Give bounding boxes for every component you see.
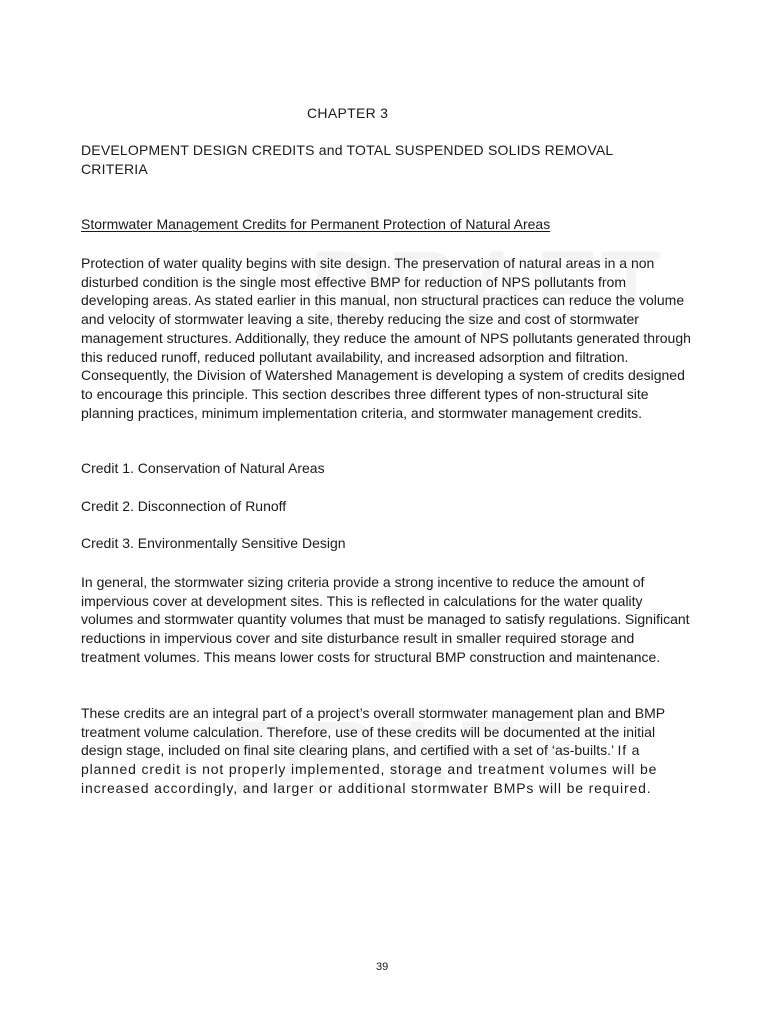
- credits-documentation-paragraph: [81, 704, 691, 798]
- documentation-text: These credits are an integral part of a project’s overall stormwater management plan and BMP treatment volume calculation. Therefore, use of these credits will be documented at the initial design stage, included on final site clearing plans, and certified with a set of ‘as-builts.’: [81, 705, 665, 759]
- credit-item-3: Credit 3. Environmentally Sensitive Design: [81, 535, 346, 551]
- credit-item-1: Credit 1. Conservation of Natural Areas: [81, 460, 325, 476]
- credit-item-2: Credit 2. Disconnection of Runoff: [81, 498, 287, 514]
- sizing-criteria-paragraph: In general, the stormwater sizing criteria provide a strong incentive to reduce the amount of impervious cover at development sites. This is reflected in calculations for the water quality volumes and stormwater quantity volumes that must be managed to satisfy regulations. Significant reductions in impervious cover and site disturbance result in smaller required storage and treatment volumes. This means lower costs for structural BMP construction and maintenance.: [81, 574, 690, 665]
- intro-paragraph: Protection of water quality begins with site design. The preservation of natural areas in a non disturbed condition is the single most effective BMP for reduction of NPS pollutants from developing areas. As stated earlier in this manual, non structural practices can reduce the volume and velocity of stormwater leaving a site, thereby reducing the size and cost of stormwater management structures. Additionally, they reduce the amount of NPS pollutants generated through this reduced runoff, reduced pollutant availability, and increased adsorption and filtration. Consequently, the Division of Watershed Management is developing a system of credits designed to encourage this principle. This section describes three different types of non-structural site planning practices, minimum implementation criteria, and stormwater management credits.: [81, 255, 691, 421]
- implementation-warning-text: If a planned credit is not properly implemented, storage and treatment volumes will be increased accordingly, and larger or additional stormwater BMPs will be required.: [81, 742, 658, 796]
- section-subheading: Stormwater Management Credits for Permanent Protection of Natural Areas: [81, 216, 551, 232]
- chapter-heading: DEVELOPMENT DESIGN CREDITS and TOTAL SUSPENDED SOLIDS REMOVAL CRITERIA: [81, 142, 613, 177]
- chapter-label: CHAPTER 3: [307, 105, 389, 121]
- page-number: 39: [376, 961, 389, 973]
